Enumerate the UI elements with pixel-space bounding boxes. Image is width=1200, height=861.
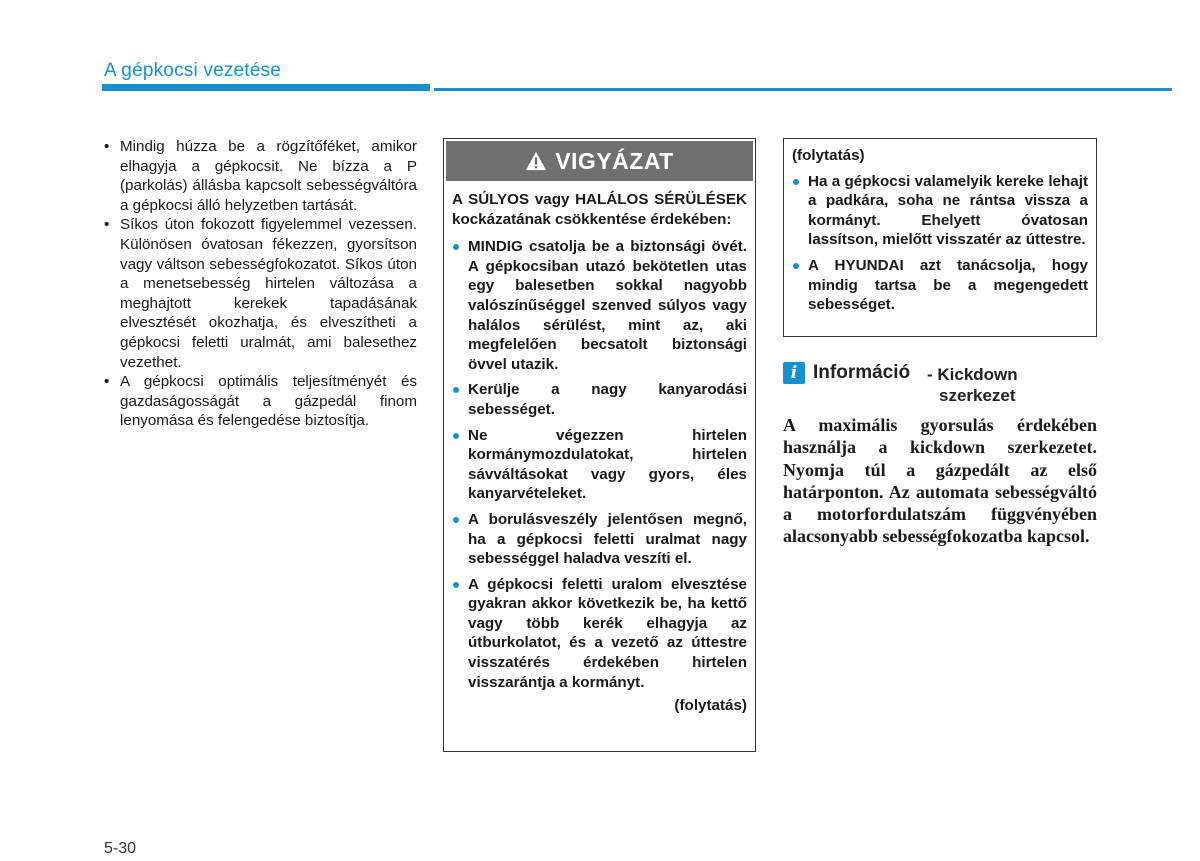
info-subtitle: - Kickdown — [927, 365, 1018, 384]
section-title: A gépkocsi vezetése — [104, 60, 282, 81]
warning-title: VIGYÁZAT — [555, 147, 674, 174]
info-icon: i — [783, 362, 805, 384]
continued-label: (folytatás) — [674, 697, 747, 715]
column-1 — [102, 137, 417, 431]
header-rule-thin — [434, 88, 1172, 91]
warning-triangle-icon — [525, 150, 547, 172]
list-item — [452, 426, 747, 504]
bullet-dot — [793, 179, 799, 185]
list-item — [792, 256, 1088, 315]
header-rule-thick — [102, 84, 430, 91]
warning-body — [444, 183, 755, 716]
list-item-text: A gépkocsi feletti uralom elvesztése gyakran akkor következik be, ha kettő vagy több kerék elhagyja az útburkolatot, és a vezető az úttestre visszatérés érdekében hirtelen visszarántja a kormányt. — [468, 575, 747, 691]
warning-intro: A SÚLYOS vagy HALÁLOS SÉRÜLÉSEK kockázatának csökkentése érdekében: — [452, 191, 747, 228]
bullet-dot — [453, 433, 459, 439]
list-item-text: Ne végezzen hirtelen kormánymozdulatokat, hirtelen sávváltásokat vagy gyors, éles kanyarvételeket. — [468, 426, 747, 503]
info-subtitle-line2: szerkezet — [939, 386, 1016, 405]
warning-box — [443, 138, 756, 752]
info-label: Információ — [813, 362, 911, 383]
page-number: 5-30 — [104, 840, 137, 857]
bullet-dot — [453, 387, 459, 393]
continuation-list — [792, 172, 1088, 315]
warning-list — [452, 237, 747, 692]
list-item-text: A HYUNDAI azt tanácsolja, hogy mindig tartsa be a megengedett sebességet. — [808, 256, 1088, 314]
continuation-title: (folytatás) — [792, 147, 865, 164]
warning-header — [446, 141, 753, 181]
list-item-text: Ha a gépkocsi valamelyik kereke lehajt a padkára, soha ne rántsa vissza a kormányt. Ehelyett óvatosan lassítson, mielőtt visszatér az úttestre. — [808, 172, 1088, 249]
list-item — [452, 510, 747, 569]
bullet-dot — [453, 582, 459, 588]
list-item — [452, 575, 747, 693]
bullet-dot — [453, 517, 459, 523]
list-item — [452, 237, 747, 374]
list-item: • Mindig húzza be a rögzítőféket, amikor elhagyja a gépkocsit. Ne bízza a P (parkolás) állásba kapcsolt sebességváltóra a gépkocsi álló helyzetben tartását. — [102, 137, 417, 215]
list-item-text: Kerülje a nagy kanyarodási sebességet. — [468, 381, 747, 418]
list-item: • Síkos úton fokozott figyelemmel vezessen. Különösen óvatosan fékezzen, gyorsítson vagy váltson sebességfokozatot. Síkos úton a menetsebesség hirtelen változása a meghajtott kerekek tapadásának elvesztését okozhatja, és elveszítheti a gépkocsi feletti uralmát, ami balesethez vezethet. — [102, 215, 417, 372]
list-item-text: MINDIG csatolja be a biztonsági övét. A gépkocsiban utazó bekötetlen utas egy balesetben sokkal nagyobb valószínűséggel szenved súlyos vagy halálos sérülést, mint az, aki megfelelően becsatolt biztonsági övvel utazik. — [468, 238, 747, 373]
list-item: • A gépkocsi optimális teljesítményét és gazdaságosságát a gázpedál finom lenyomása és felengedése biztosítja. — [102, 372, 417, 431]
bullet-dot — [453, 244, 459, 250]
list-item — [792, 172, 1088, 250]
info-body: A maximális gyorsulás érdekében használja a kickdown szerkezetet. Nyomja túl a gázpedált az első határponton. Az automata sebességváltó a motorfordulatszám függvényében alacsonyabb sebességfokozatba kapcsol. — [783, 415, 1097, 547]
bullet-list — [102, 137, 417, 431]
list-item-text: A borulásveszély jelentősen megnő, ha a gépkocsi feletti uralmat nagy sebességgel haladva veszíti el. — [468, 510, 747, 568]
list-item — [452, 380, 747, 419]
continuation-box — [783, 138, 1097, 337]
bullet-dot — [793, 263, 799, 269]
